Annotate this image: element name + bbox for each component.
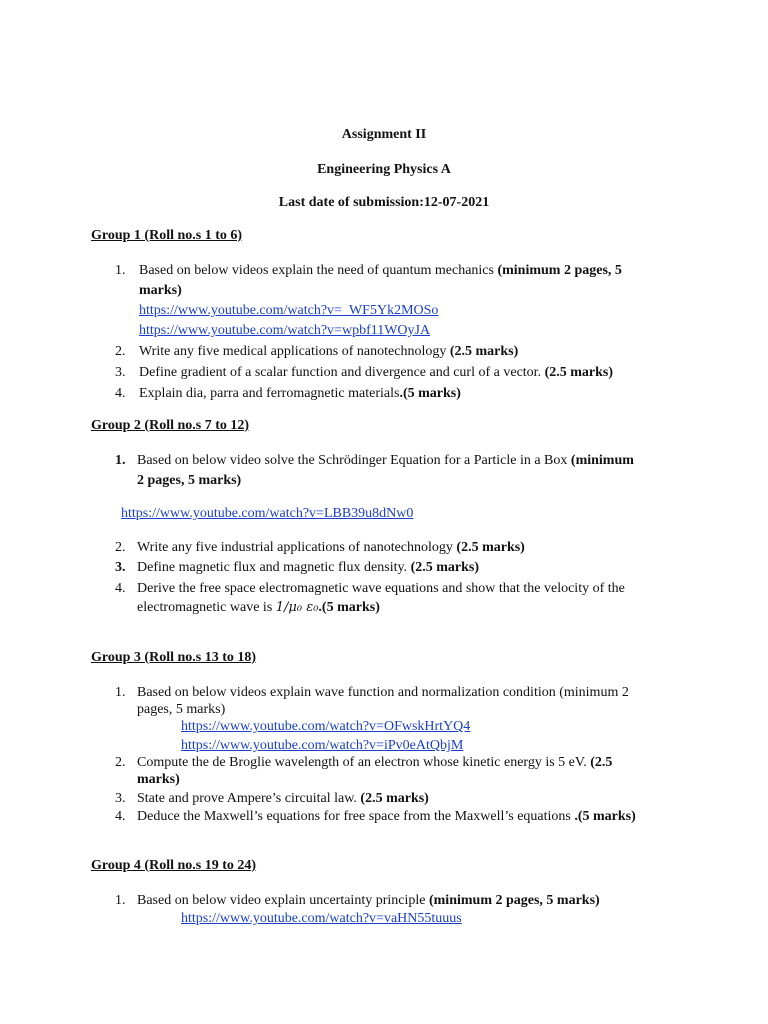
group3-q4-text: Deduce the Maxwell’s equations for free space from the Maxwell’s equations .(5 marks): [137, 809, 636, 824]
group2-q4-number: 4.: [115, 581, 126, 596]
group3-q4-number: 4.: [115, 809, 126, 824]
group3-q3-number: 3.: [115, 791, 126, 806]
group2-q3-number: 3.: [115, 560, 126, 575]
group2-q1-number: 1.: [115, 453, 126, 468]
group1-heading: Group 1 (Roll no.s 1 to 6): [91, 228, 243, 243]
group3-q3-text: State and prove Ampere’s circuital law. (2.5 marks): [137, 791, 429, 806]
group1-q1-text: Based on below videos explain the need of quantum mechanics (minimum 2 pages, 5: [139, 263, 622, 278]
group1-q1-marks: (minimum 2 pages, 5: [497, 263, 622, 278]
group1-video-link-2[interactable]: https://www.youtube.com/watch?v=wpbf11WOyJA: [139, 323, 431, 338]
document-page: Assignment II Engineering Physics A Last date of submission:12-07-2021 Group 1 (Roll no.s 1 to 6) 1. Based on below videos explain the need of quantum mechanics (minimum 2 pages, 5 marks) https://www.youtube.com/watch?v=_WF5Yk2MOSo https://www.youtube.com/watch?v=wpbf11WOyJA 2. Write any five medical applications of nanotechnology (2.5 marks) 3. Define gradient of a scalar function and divergence and curl of a vector. (2.5 marks) 4. Explain dia, parra and ferromagnetic materials.(5 marks) Group 2 (Roll no.s 7 to 12) 1. Based on below video solve the Schrödinger Equation for a Particle in a Box (minimum 2 pages, 5 marks) https://www.youtube.com/watch?v=LBB39u8dNw0 2. Write any five industrial applications of nanotechnology (2.5 marks) 3. Define magnetic flux and magnetic flux density. (2.5 marks) 4. Derive the free space electromagnetic wave equations and show that the velocity of the electromagnetic wave is 1/μ₀ ε₀.(5 marks) Group 3 (Roll no.s 13 to 18) 1. Based on below videos explain wave function and normalization condition (minimum 2 pages, 5 marks) https://www.youtube.com/watch?v=OFwskHrtYQ4 https://www.youtube.com/watch?v=iPv0eAtQbjM 2. Compute the de Broglie wavelength of an electron whose kinetic energy is 5 eV. (2.5 marks) 3. State and prove Ampere’s circuital law. (2.5 marks) 4. Deduce the Maxwell’s equations for free space from the Maxwell’s equations .(5 marks) Group 4 (Roll no.s 19 to 24) 1. Based on below video explain uncertainty principle (minimum 2 pages, 5 marks) https://www.youtube.com/watch?v=vaHN55tuuus: [0, 0, 768, 1024]
group1-q3-text: Define gradient of a scalar function and divergence and curl of a vector. (2.5 marks): [139, 365, 613, 380]
group2-q2-number: 2.: [115, 540, 126, 555]
group4-q1-text: Based on below video explain uncertainty principle (minimum 2 pages, 5 marks): [137, 893, 600, 908]
group3-q2-number: 2.: [115, 755, 126, 770]
subject-title: Engineering Physics A: [317, 162, 451, 177]
group1-q2-text: Write any five medical applications of nanotechnology (2.5 marks): [139, 344, 519, 359]
group3-video-link-2[interactable]: https://www.youtube.com/watch?v=iPv0eAtQbjM: [181, 738, 464, 753]
assignment-title: Assignment II: [341, 127, 427, 142]
group2-heading: Group 2 (Roll no.s 7 to 12): [91, 418, 250, 433]
group1-q3-number: 3.: [115, 365, 126, 380]
group2-q4-text: Derive the free space electromagnetic wave equations and show that the velocity of the: [137, 581, 625, 596]
group1-q4-number: 4.: [115, 386, 126, 401]
group1-q2-number: 2.: [115, 344, 126, 359]
submission-deadline: Last date of submission:12-07-2021: [278, 195, 490, 210]
group4-video-link[interactable]: https://www.youtube.com/watch?v=vaHN55tuuus: [181, 911, 462, 926]
group3-q1-number: 1.: [115, 685, 126, 700]
group2-q2-text: Write any five industrial applications of nanotechnology (2.5 marks): [137, 540, 525, 555]
group3-heading: Group 3 (Roll no.s 13 to 18): [91, 650, 257, 665]
group4-heading: Group 4 (Roll no.s 19 to 24): [91, 858, 257, 873]
group2-q1-text: Based on below video solve the Schrödinger Equation for a Particle in a Box (minimum: [137, 453, 634, 468]
group1-q4-text: Explain dia, parra and ferromagnetic materials.(5 marks): [139, 386, 461, 401]
group1-q1-number: 1.: [115, 263, 126, 278]
group3-q1-text: Based on below videos explain wave function and normalization condition (minimum 2: [137, 685, 629, 700]
velocity-formula: 1/μ₀ ε₀: [275, 600, 319, 615]
group2-video-link[interactable]: https://www.youtube.com/watch?v=LBB39u8dNw0: [121, 506, 414, 521]
group4-q1-number: 1.: [115, 893, 126, 908]
group3-video-link-1[interactable]: https://www.youtube.com/watch?v=OFwskHrtYQ4: [181, 719, 471, 734]
group2-q3-text: Define magnetic flux and magnetic flux density. (2.5 marks): [137, 560, 479, 575]
group3-q2-text: Compute the de Broglie wavelength of an electron whose kinetic energy is 5 eV. (2.5: [137, 755, 613, 770]
group1-video-link-1[interactable]: https://www.youtube.com/watch?v=_WF5Yk2MOSo: [139, 303, 439, 318]
